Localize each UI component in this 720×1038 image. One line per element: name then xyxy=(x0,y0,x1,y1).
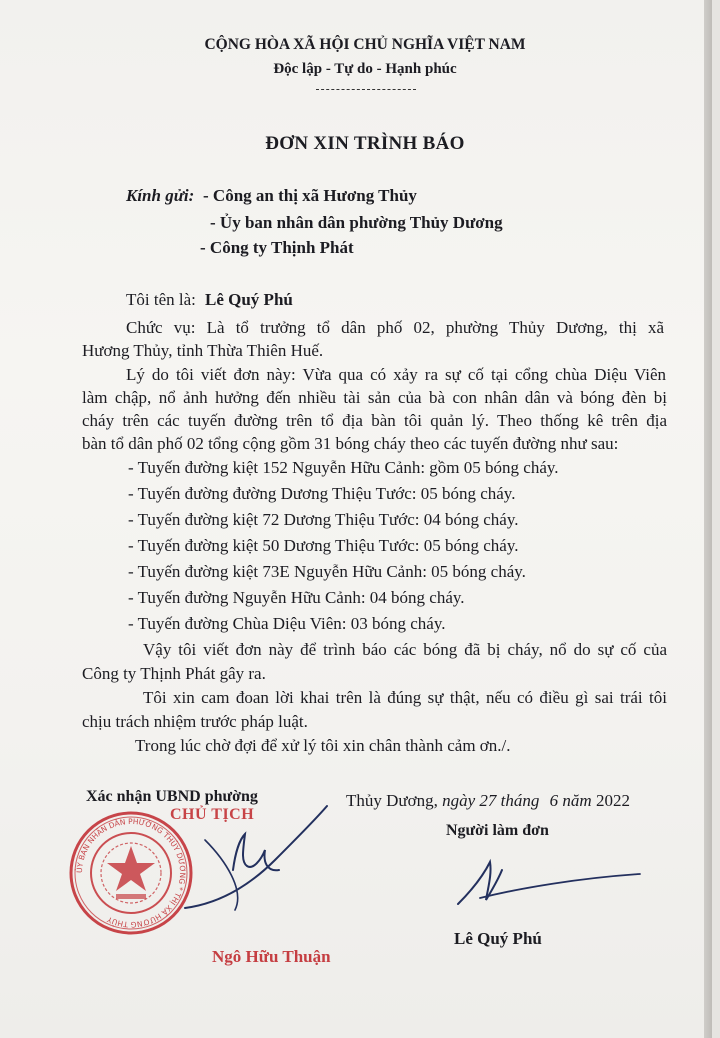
recipient-2: - Ủy ban nhân dân phường Thủy Dương xyxy=(210,213,503,232)
document-title: ĐƠN XIN TRÌNH BÁO xyxy=(265,133,465,154)
applicant-name: Lê Quý Phú xyxy=(205,290,293,309)
position-line-2: Hương Thủy, tỉnh Thừa Thiên Huế. xyxy=(82,341,324,360)
name-label: Tôi tên là: xyxy=(126,290,196,309)
national-title: CỘNG HÒA XÃ HỘI CHỦ NGHĨA VIỆT NAM xyxy=(204,36,526,53)
recipient-3: - Công ty Thịnh Phát xyxy=(200,238,354,257)
route-item: - Tuyến đường Chùa Diệu Viên: 03 bóng cháy. xyxy=(128,614,446,633)
date-prefix: ngày xyxy=(442,791,476,810)
route-item: - Tuyến đường kiệt 72 Dương Thiệu Tước: 04 bóng cháy. xyxy=(128,510,519,529)
closing-p2-line-2: chịu trách nhiệm trước pháp luật. xyxy=(82,712,308,731)
applicant-signature-label: Người làm đơn xyxy=(446,822,549,839)
date-year-label: năm xyxy=(562,791,592,810)
date-place: Thủy Dương, xyxy=(346,791,438,810)
confirmation-label: Xác nhận UBND phường xyxy=(86,788,258,805)
closing-p1-line-1: Vậy tôi viết đơn này để trình báo các bóng đã bị cháy, nổ do sự cố của xyxy=(143,640,667,659)
chairman-signature xyxy=(175,800,345,920)
reason-line-4: bàn tổ dân phố 02 tổng cộng gồm 31 bóng cháy theo các tuyến đường như sau: xyxy=(82,434,619,453)
date-day: 27 xyxy=(479,791,497,810)
date-month: 6 xyxy=(549,791,559,810)
closing-p2-line-1: Tôi xin cam đoan lời khai trên là đúng sự thật, nếu có điều gì sai trái tôi xyxy=(143,688,667,707)
closing-p1-line-2: Công ty Thịnh Phát gây ra. xyxy=(82,664,266,683)
chairman-name: Ngô Hữu Thuận xyxy=(212,947,331,966)
position-line-1: Chức vụ: Là tổ trưởng tổ dân phố 02, phường Thủy Dương, thị xã xyxy=(126,318,664,337)
chairman-title: CHỦ TỊCH xyxy=(170,806,255,823)
route-item: - Tuyến đường kiệt 50 Dương Thiệu Tước: 05 bóng cháy. xyxy=(128,536,519,555)
national-motto: Độc lập - Tự do - Hạnh phúc xyxy=(273,61,457,77)
route-item: - Tuyến đường kiệt 73E Nguyễn Hữu Cảnh: 05 bóng cháy. xyxy=(128,562,526,581)
reason-line-2: làm chập, nổ ảnh hưởng đến nhiều tài sản của bà con nhân dân và bóng đèn bị xyxy=(82,388,667,407)
page-edge-shadow xyxy=(704,0,712,1038)
reason-line-3: cháy trên các tuyến đường trên tổ địa bàn tôi quản lý. Theo thống kê trên địa xyxy=(82,411,667,430)
date-year: 2022 xyxy=(595,791,630,810)
route-item: - Tuyến đường Nguyễn Hữu Cảnh: 04 bóng cháy. xyxy=(128,588,465,607)
route-item: - Tuyến đường kiệt 152 Nguyễn Hữu Cảnh: gồm 05 bóng cháy. xyxy=(128,458,559,477)
reason-line-1: Lý do tôi viết đơn này: Vừa qua có xảy ra sự cố tại cổng chùa Diệu Viên xyxy=(126,365,666,384)
route-item: - Tuyến đường đường Dương Thiệu Tước: 05 bóng cháy. xyxy=(128,484,516,503)
seal-ring-text: ỦY BAN NHÂN DÂN PHƯỜNG THỦY DƯƠNG * THỊ XÃ HƯƠNG THỦY xyxy=(74,816,188,930)
closing-p3: Trong lúc chờ đợi để xử lý tôi xin chân thành cảm ơn./. xyxy=(135,736,511,755)
recipient-1: - Công an thị xã Hương Thủy xyxy=(203,186,417,205)
applicant-signed-name: Lê Quý Phú xyxy=(454,929,542,948)
recipient-label: Kính gửi: xyxy=(126,186,195,205)
applicant-signature xyxy=(440,848,660,918)
date-line xyxy=(346,791,630,811)
motto-divider xyxy=(316,89,416,90)
date-month-label: tháng xyxy=(500,791,540,810)
